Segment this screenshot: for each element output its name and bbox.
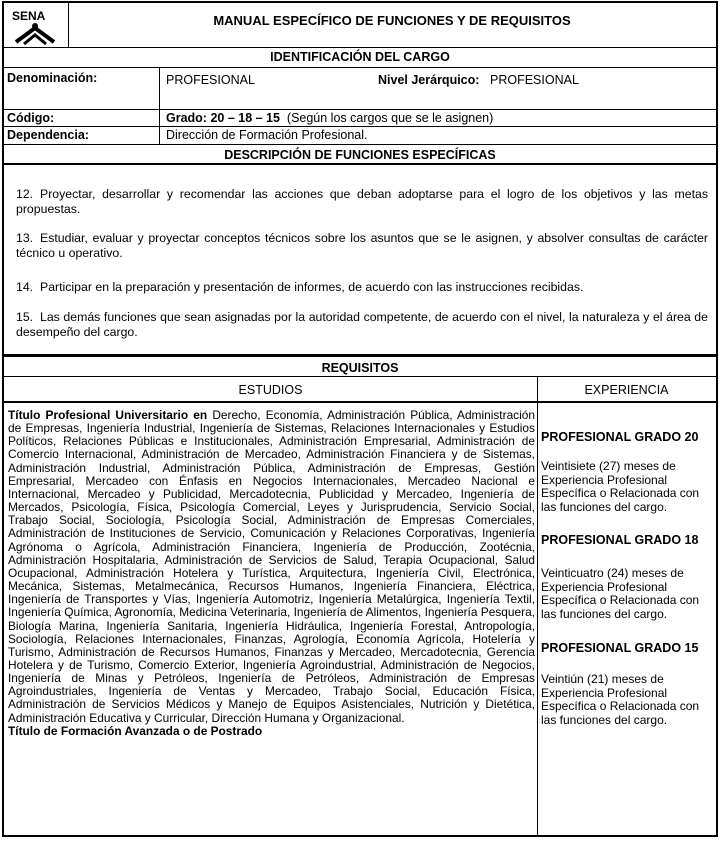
sena-logo	[8, 6, 63, 46]
experiencia-texto-18: Veinticuatro (24) meses de Experiencia Profesional Específica o Relacionada con las funciones del cargo.	[541, 566, 700, 621]
requisitos-heading: REQUISITOS	[321, 361, 399, 375]
codigo-row	[4, 110, 716, 127]
denominacion-row	[4, 68, 716, 110]
estudios-footer: Título de Formación Avanzada o de Postrado	[8, 723, 263, 738]
requisitos-subheading-row	[4, 377, 716, 403]
estudios-heading: ESTUDIOS	[238, 383, 303, 397]
funcion-item: 12. Proyectar, desarrollar y recomendar las acciones que deban adoptarse para el logro de los objetivos y las metas propuestas.	[16, 187, 708, 216]
document-title: MANUAL ESPECÍFICO DE FUNCIONES Y DE REQUISITOS	[213, 13, 571, 28]
codigo-value	[166, 111, 493, 126]
funciones-section	[4, 165, 716, 357]
dependencia-label: Dependencia:	[7, 128, 89, 142]
nivel-label: Nivel Jerárquico:	[378, 73, 480, 87]
requisitos-divider	[537, 403, 538, 835]
codigo-grados: Grado: 20 – 18 – 15	[166, 111, 280, 125]
estudios-lead: Título Profesional Universitario en	[8, 408, 208, 422]
codigo-note: (Según los cargos que se le asignen)	[286, 111, 494, 125]
funciones-heading-row	[4, 145, 716, 165]
header-row	[4, 3, 716, 48]
nivel-value: PROFESIONAL	[490, 73, 579, 87]
codigo-label: Código:	[7, 111, 55, 125]
experiencia-texto-20: Veintisiete (27) meses de Experiencia Profesional Específica o Relacionada con las funciones del cargo.	[541, 459, 700, 514]
funciones-heading: DESCRIPCIÓN DE FUNCIONES ESPECÍFICAS	[224, 148, 496, 162]
experiencia-texto-15: Veintiún (21) meses de Experiencia Profesional Específica o Relacionada con las funciones del cargo.	[541, 672, 700, 727]
dependencia-row	[4, 127, 716, 145]
document-page	[2, 1, 718, 837]
experiencia-grado-20: PROFESIONAL GRADO 20	[541, 430, 699, 444]
estudios-text	[8, 409, 535, 738]
denominacion-value: PROFESIONAL	[166, 73, 255, 87]
funcion-item: 14. Participar en la preparación y presentación de informes, de acuerdo con las instrucciones recibidas.	[16, 280, 584, 294]
funcion-item: 15. Las demás funciones que sean asignadas por la autoridad competente, de acuerdo con el nivel, la naturaleza y el área de desempeño del cargo.	[16, 310, 708, 339]
funcion-item: 13. Estudiar, evaluar y proyectar conceptos técnicos sobre los asuntos que se le asignen, y absolver consultas de carácter técnico u operativo.	[16, 231, 708, 260]
identificacion-heading: IDENTIFICACIÓN DEL CARGO	[270, 50, 450, 64]
experiencia-heading: EXPERIENCIA	[584, 383, 669, 397]
svg-text:SENA: SENA	[12, 9, 46, 23]
estudios-list: Derecho, Economía, Administración Pública, Administración de Empresas, Ingeniería Industrial, Ingeniería de Sistemas, Relaciones Internacionales y Estudios Políticos, Relaciones Públicas e Institucionales, Administración Empresarial, Administración de Comercio Internacional, Administración de Mercadeo, Administración Financiera y de Sistemas, Administración Industrial, Administración Pública, Administración de Empresas, Gestión Empresarial, Mercadeo con Énfasis en Negocios Internacionales, Mercadeo Nacional e Internacional, Mercadeo y Publicidad, Mercadotecnia, Publicidad y Mercadeo, Ingeniería de Mercados, Psicología, Física, Psicología Comercial, Leyes y Jurisprudencia, Servicio Social, Trabajo Social, Sociología, Psicología Social, Administración de Empresas Comerciales, Administración de Instituciones de Servicio, Comunicación y Relaciones Corporativas, Ingeniería Agrónoma o Agrícola, Administración Financiera, Ingeniería de Producción, Zootécnia, Administración Hospitalaria, Administración de Servicios de Salud, Terapia Ocupacional, Salud Ocupacional, Administración Hotelera y Turística, Arquitectura, Ingeniería Civil, Electrónica, Mecánica, Sistemas, Metalmecánica, Recursos Humanos, Ingeniería Financiera, Eléctrica, Ingeniería de Transportes y Vías, Ingeniería Automotriz, Ingeniería Metalúrgica, Ingeniería Textil, Ingeniería Química, Agronomía, Medicina Veterinaria, Ingeniería de Alimentos, Ingeniería Pesquera, Biología Marina, Ingeniería Sanitaria, Ingeniería Hidráulica, Ingeniería Forestal, Antropología, Sociología, Relaciones Internacionales, Finanzas, Agrología, Economía Agrícola, Hotelería y Turismo, Administración de Recursos Humanos, Finanzas y Mercadeo, Mercadotecnia, Gerencia Hotelera y de Turismo, Comercio Exterior, Ingeniería Agroindustrial, Administración de Negocios, Ingeniería de Minas y Petróleos, Ingeniería de Petróleos, Administración de Empresas Agroindustriales, Ingeniería de Ventas y Mercadeo, Trabajo Social, Educación Física, Administración de Servicios Médicos y Manejo de Equipos Asistenciales, Nutrición y Dietética, Administración Educativa y Curricular, Dirección Humana y Organizacional.	[8, 408, 535, 725]
requisitos-heading-row	[4, 360, 716, 377]
identificacion-heading-row	[4, 48, 716, 68]
experiencia-grado-18: PROFESIONAL GRADO 18	[541, 533, 699, 547]
denominacion-label: Denominación:	[7, 71, 98, 85]
dependencia-value: Dirección de Formación Profesional.	[166, 128, 368, 142]
experiencia-grado-15: PROFESIONAL GRADO 15	[541, 641, 699, 655]
